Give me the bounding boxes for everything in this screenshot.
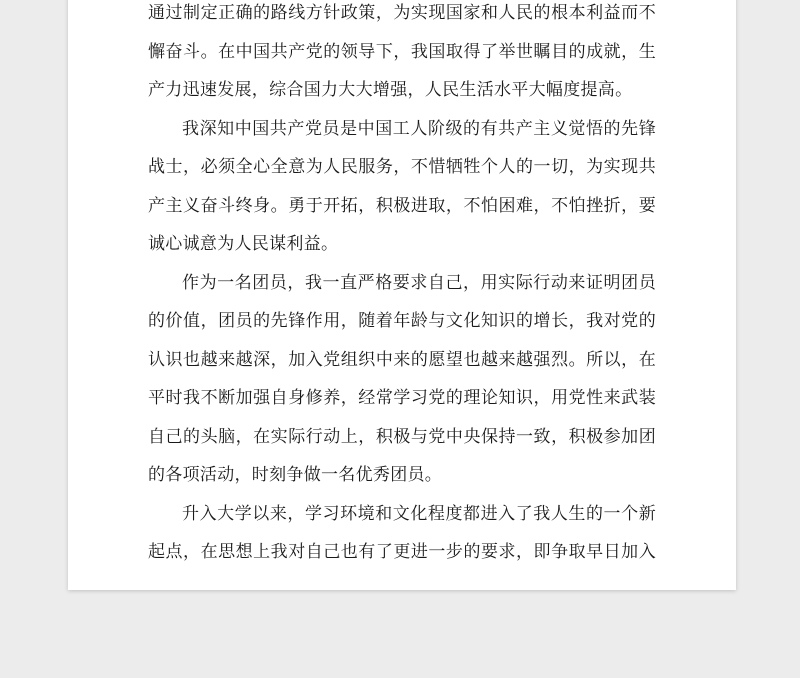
- text-line: 升入大学以来，学习环境和文化程度都进入了我人生的一个新: [182, 503, 656, 524]
- text-line: 作为一名团员，我一直严格要求自己，用实际行动来证明团员: [182, 272, 656, 293]
- text-line: 认识也越来越深，加入党组织中来的愿望也越来越强烈。所以，在: [148, 349, 656, 370]
- document-page: [68, 0, 736, 590]
- text-line: 诚心诚意为人民谋利益。: [148, 234, 339, 254]
- text-line: 的价值，团员的先锋作用，随着年龄与文化知识的增长，我对党的: [148, 311, 656, 331]
- text-line: 的各项活动，时刻争做一名优秀团员。: [148, 465, 443, 485]
- text-line: 产力迅速发展，综合国力大大增强，人民生活水平大幅度提高。: [148, 80, 633, 100]
- text-line: 平时我不断加强自身修养，经常学习党的理论知识，用党性来武装: [148, 388, 656, 408]
- text-line: 起点，在思想上我对自己也有了更进一步的要求，即争取早日加入: [148, 542, 656, 562]
- text-line: 产主义奋斗终身。勇于开拓，积极进取，不怕困难，不怕挫折，要: [148, 195, 656, 216]
- text-line: 自己的头脑，在实际行动上，积极与党中央保持一致，积极参加团: [148, 426, 656, 447]
- text-line: 我深知中国共产党员是中国工人阶级的有共产主义觉悟的先锋: [182, 118, 656, 139]
- text-line: 通过制定正确的路线方针政策，为实现国家和人民的根本利益而不: [148, 3, 656, 23]
- text-line: 战士，必须全心全意为人民服务，不惜牺牲个人的一切，为实现共: [148, 157, 656, 177]
- text-line: 懈奋斗。在中国共产党的领导下，我国取得了举世瞩目的成就，生: [148, 41, 656, 62]
